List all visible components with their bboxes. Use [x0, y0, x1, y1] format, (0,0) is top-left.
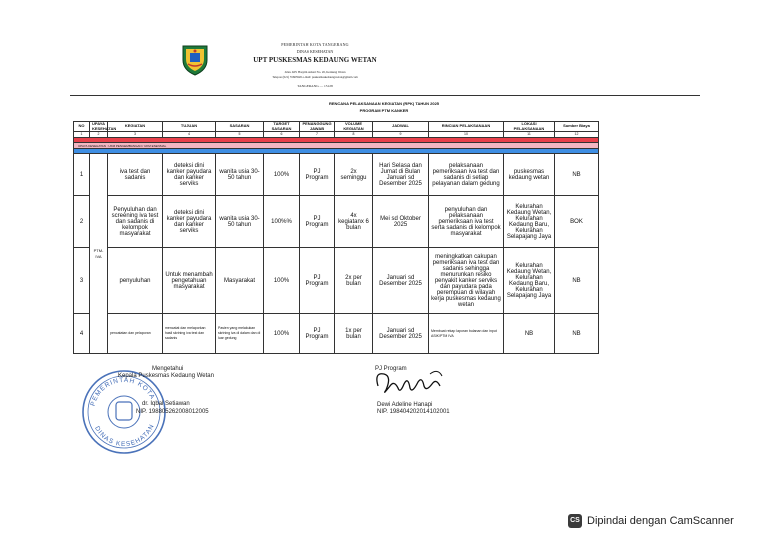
lokasi-cell: puskesmas kedaung wetan: [504, 154, 555, 196]
rincian-cell: penyuluhan dan pelaksanaan pemeriksaan iva test serta sadanis di kelompok masyarakat: [429, 196, 504, 248]
letterhead-address: Jalan. KH. Hasyim Ashari No. 26, Kedaung Wetan: [284, 70, 346, 74]
lokasi-cell: Kelurahan Kedaung Wetan, Kelurahan Kedaung Baru, Kelurahan Selapajang Jaya: [504, 196, 555, 248]
upaya-label: PTM-IVA: [93, 247, 104, 259]
rincian-cell: pelaksanaan pemeriksaan iva test dan sadanis di setiap pelayanan dalam gedung: [429, 154, 504, 196]
header-cell: KEGIATAN: [108, 122, 163, 132]
tujuan-cell: Untuk menambah pengetahuan masyarakat: [163, 248, 216, 314]
lokasi-cell: Kelurahan Kedaung Wetan, Kelurahan Kedaung Baru, Kelurahan Selapajang Jaya: [504, 248, 555, 314]
column-number: 5: [216, 132, 264, 138]
pj-cell: PJ Program: [300, 314, 335, 354]
target-cell: 100%: [264, 248, 300, 314]
table-row: [74, 196, 599, 248]
stamp-bottom-text: DINAS KESEHATAN: [93, 422, 157, 449]
city-logo-icon: [180, 44, 210, 76]
column-number: 10: [429, 132, 504, 138]
right-name: Dewi Adeline Hanapi: [377, 402, 433, 408]
biaya-cell: NB: [555, 314, 599, 354]
pj-cell: PJ Program: [300, 196, 335, 248]
left-nip: NIP. 198805262008012005: [136, 409, 209, 415]
kegiatan-cell: Penyuluhan dan screening iva test dan sadanis di kelompok masyarakat: [108, 196, 163, 248]
table-row: [74, 248, 599, 314]
header-cell: PENANGGUNG JAWAB: [300, 122, 335, 132]
letterhead-agency: DINAS KESEHATAN: [296, 49, 334, 54]
section-label: UPAYA KESEHATAN : UKM PENGEMBANGAN / UKM ESENSIAL: [74, 143, 599, 149]
column-number: 4: [163, 132, 216, 138]
header-cell: TUJUAN: [163, 122, 216, 132]
column-number: 1: [74, 132, 90, 138]
tujuan-cell: deteksi dini kanker payudara dan kanker serviks: [163, 196, 216, 248]
sasaran-cell: wanita usia 30-50 tahun: [216, 154, 264, 196]
table-row: [74, 154, 599, 196]
pj-cell: PJ Program: [300, 248, 335, 314]
activity-plan-table: [73, 121, 599, 354]
target-cell: 100%: [264, 154, 300, 196]
column-number: 11: [504, 132, 555, 138]
camscanner-logo-icon: CS: [568, 514, 582, 528]
kegiatan-cell: pencatatan dan pelaporan: [108, 314, 163, 354]
jadwal-cell: Mei sd Oktober 2025: [373, 196, 429, 248]
row-no: 1: [74, 154, 90, 196]
letterhead-institution: UPT PUSKESMAS KEDAUNG WETAN: [253, 56, 377, 64]
table-header-row: [74, 122, 599, 132]
column-number: 3: [108, 132, 163, 138]
report-subtitle: PROGRAM PTM KANKER: [359, 108, 409, 113]
target-cell: 100%%: [264, 196, 300, 248]
header-cell: TARGET SASARAN: [264, 122, 300, 132]
header-cell: RINCIAN PELAKSANAAN: [429, 122, 504, 132]
left-role: Kepala Puskesmas Kedaung Wetan: [118, 373, 214, 379]
svg-text:DINAS KESEHATAN: [93, 423, 156, 448]
volume-cell: 1x per bulan: [335, 314, 373, 354]
header-cell: Sumber Biaya: [555, 122, 599, 132]
table-row: [74, 314, 599, 354]
biaya-cell: NB: [555, 248, 599, 314]
column-number: 6: [264, 132, 300, 138]
left-name: dr. Iqbal Setiawan: [142, 401, 190, 407]
report-title: RENCANA PELAKSANAAN KEGIATAN (RPK) TAHUN 2025: [328, 101, 440, 106]
header-cell: JADWAL: [373, 122, 429, 132]
kegiatan-cell: penyuluhan: [108, 248, 163, 314]
mengetahui-label: Mengetahui: [152, 366, 184, 372]
volume-cell: 2x seminggu: [335, 154, 373, 196]
camscanner-label: Dipindai dengan CamScanner: [587, 515, 734, 527]
tujuan-cell: deteksi dini kanker payudara dan kanker serviks: [163, 154, 216, 196]
column-number: 2: [90, 132, 108, 138]
column-number: 8: [335, 132, 373, 138]
column-number: 7: [300, 132, 335, 138]
header-cell: VOLUME KEGIATAN: [335, 122, 373, 132]
volume-cell: 4x kegiatanx 6 bulan: [335, 196, 373, 248]
right-nip: NIP. 198404202014102001: [377, 409, 450, 415]
rincian-cell: Membuat rekap laporan bulanan dan input ASIK/PTM IVA: [429, 314, 504, 354]
header-cell: LOKASI PELAKSANAAN: [504, 122, 555, 132]
handwritten-signature-icon: [372, 366, 452, 400]
jadwal-cell: Januari sd Desember 2025: [373, 314, 429, 354]
column-number: 12: [555, 132, 599, 138]
letterhead: [235, 42, 395, 88]
jadwal-cell: Hari Selasa dan Jumat di Bulan Januari sd Desember 2025: [373, 154, 429, 196]
lokasi-cell: NB: [504, 314, 555, 354]
stamp-top-text: PEMERINTAH KOTA: [89, 376, 157, 407]
sasaran-cell: wanita usia 30-50 tahun: [216, 196, 264, 248]
upaya-cell: [90, 154, 108, 354]
tujuan-cell: mencatat dan melaporkan hasil skrining iva test dan sadanis: [163, 314, 216, 354]
sasaran-cell: Pasien yang melakukan skrining iva di dalam dan di luar gedung: [216, 314, 264, 354]
rincian-cell: meningkatkan cakupan pemeriksaan iva test dan sadanis sehingga menurunkan resiko penyakit kanker serviks dan payudara pada perempuan di wilayah kerja puskesmas kedaung wetan: [429, 248, 504, 314]
row-no: 4: [74, 314, 90, 354]
letterhead-city: TANGERANG — 15128: [297, 84, 333, 88]
letterhead-contact: Telepon (021) 55665926 e-mail: puskesmaskedaungwetan@gmail.com: [272, 75, 358, 79]
header-cell: UPAYA KESEHATAN: [90, 122, 108, 132]
pj-cell: PJ Program: [300, 154, 335, 196]
jadwal-cell: Januari sd Desember 2025: [373, 248, 429, 314]
column-number: 9: [373, 132, 429, 138]
biaya-cell: BOK: [555, 196, 599, 248]
header-cell: SASARAN: [216, 122, 264, 132]
header-cell: NO: [74, 122, 90, 132]
letterhead-divider: [70, 95, 700, 96]
row-no: 3: [74, 248, 90, 314]
letterhead-government: PEMERINTAH KOTA TANGERANG: [281, 42, 349, 47]
kegiatan-cell: iva test dan sadanis: [108, 154, 163, 196]
volume-cell: 2x per bulan: [335, 248, 373, 314]
biaya-cell: NB: [555, 154, 599, 196]
sasaran-cell: Masyarakat: [216, 248, 264, 314]
target-cell: 100%: [264, 314, 300, 354]
right-role: PJ Program: [375, 366, 407, 372]
row-no: 2: [74, 196, 90, 248]
